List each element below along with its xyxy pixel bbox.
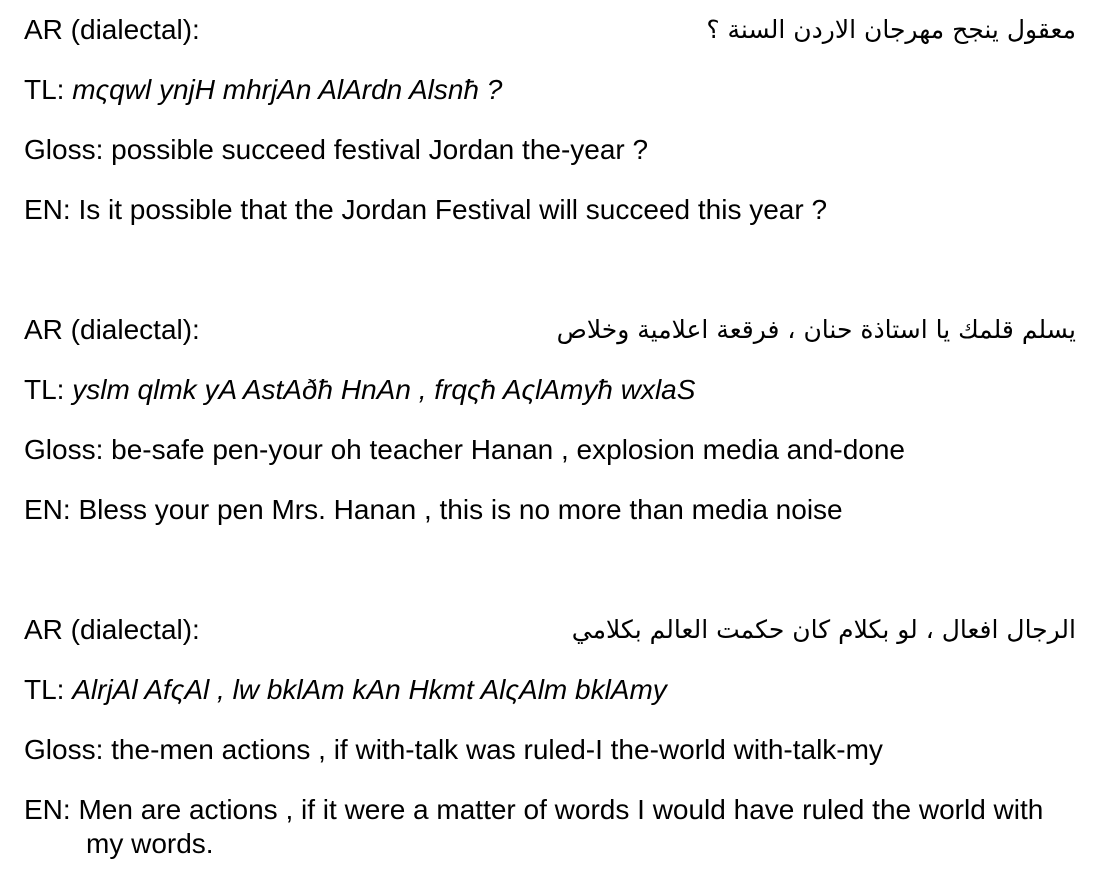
tl-text: yslm qlmk yA AstAðħ HnAn , frqςħ AςlAmyħ wxlaS <box>72 374 696 405</box>
ar-label: AR (dialectal): <box>24 314 200 345</box>
tl-text: mςqwl ynjH mhrjAn AlArdn Alsnħ ? <box>72 74 503 105</box>
tl-label: TL: <box>24 74 73 105</box>
en-text: Men are actions , if it were a matter of words I would have ruled the world with my words. <box>78 794 1044 859</box>
en-text: Bless your pen Mrs. Hanan , this is no more than media noise <box>78 494 843 525</box>
tl-label: TL: <box>24 674 73 705</box>
tl-line <box>24 73 1084 107</box>
ar-line <box>24 13 1084 47</box>
tl-label: TL: <box>24 374 73 405</box>
en-line <box>24 193 1084 227</box>
en-label: EN: <box>24 194 79 225</box>
ar-text: يسلم قلمك يا استاذة حنان ، فرقعة اعلامية وخلاص <box>556 315 1076 344</box>
tl-text: AlrjAl AfςAl , lw bklAm kAn Hkmt AlςAlm bklAmy <box>72 674 667 705</box>
tl-line <box>24 373 1084 407</box>
ar-line <box>24 613 1084 647</box>
ar-label: AR (dialectal): <box>24 614 200 645</box>
en-label: EN: <box>24 494 79 525</box>
ar-label: AR (dialectal): <box>24 14 200 45</box>
en-label: EN: <box>24 794 79 825</box>
gloss-line <box>24 133 1084 167</box>
en-line <box>24 493 1084 527</box>
gloss-line <box>24 433 1084 467</box>
gloss-text: possible succeed festival Jordan the-year ? <box>111 134 649 165</box>
gloss-text: the-men actions , if with-talk was ruled-I the-world with-talk-my <box>111 734 883 765</box>
gloss-label: Gloss: <box>24 134 112 165</box>
example-block-2 <box>24 313 1084 527</box>
gloss-label: Gloss: <box>24 734 112 765</box>
example-block-1 <box>24 13 1084 227</box>
ar-text: معقول ينجح مهرجان الاردن السنة ؟ <box>706 15 1076 44</box>
ar-line <box>24 313 1084 347</box>
example-block-3 <box>24 613 1084 861</box>
ar-text: الرجال افعال ، لو بكلام كان حكمت العالم بكلامي <box>571 615 1076 644</box>
gloss-line <box>24 733 1084 767</box>
tl-line <box>24 673 1084 707</box>
gloss-label: Gloss: <box>24 434 112 465</box>
en-line <box>24 793 1084 861</box>
en-text: Is it possible that the Jordan Festival will succeed this year ? <box>78 194 828 225</box>
gloss-text: be-safe pen-your oh teacher Hanan , explosion media and-done <box>111 434 905 465</box>
